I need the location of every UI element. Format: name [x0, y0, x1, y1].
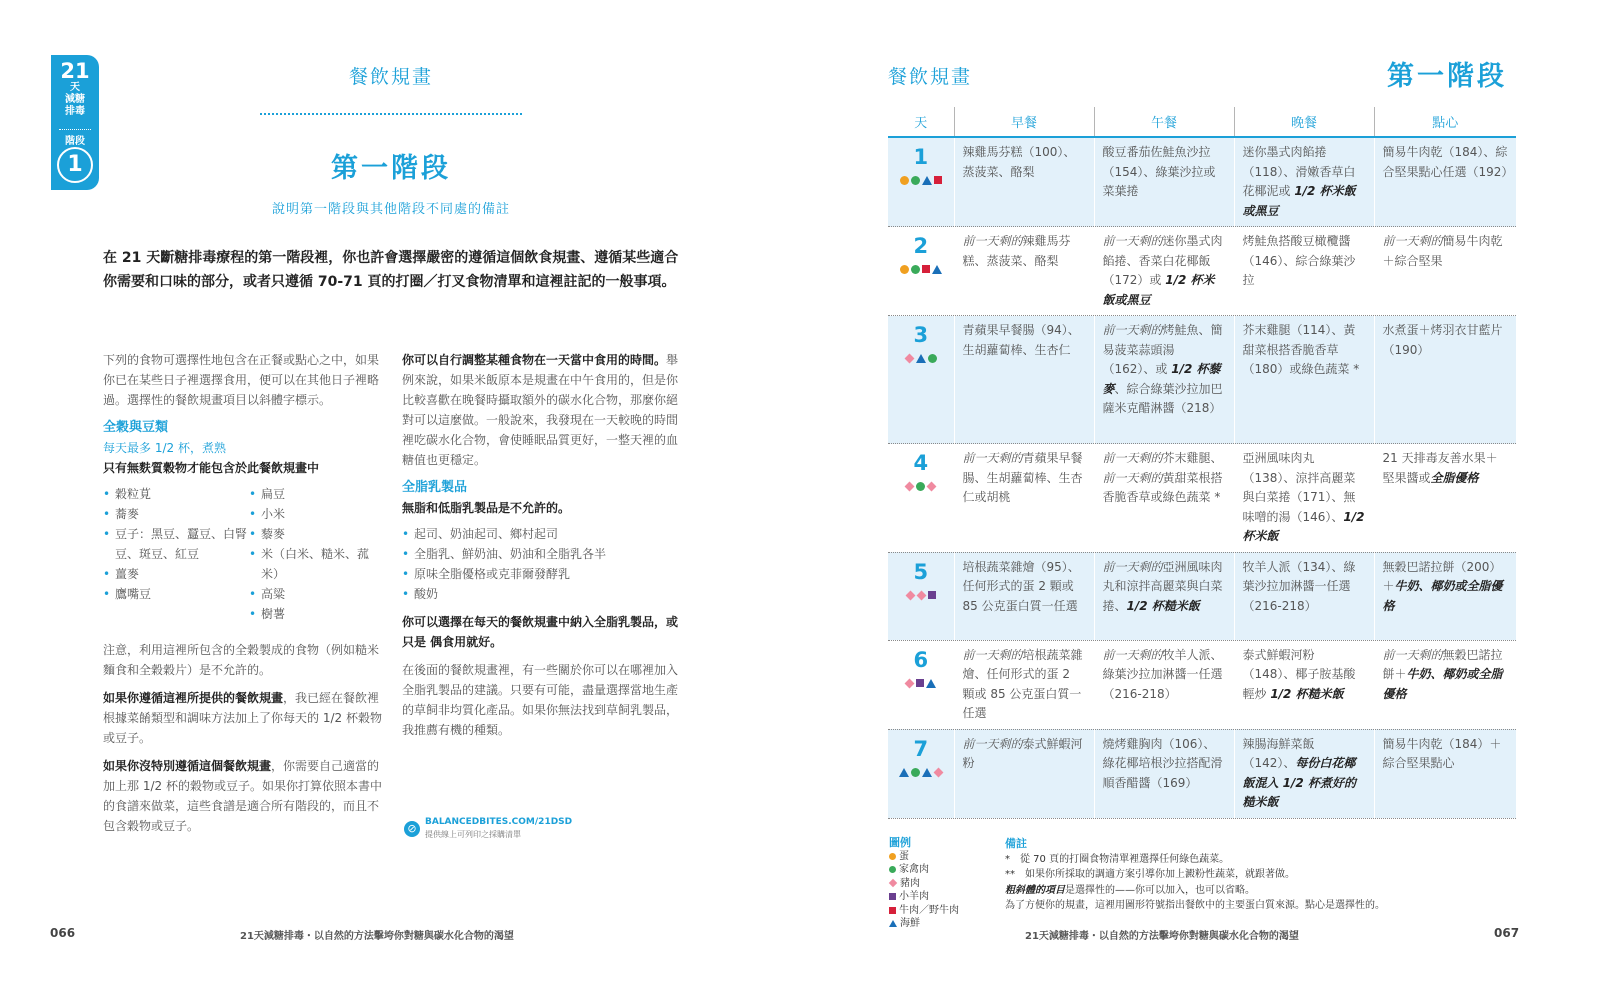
day-cell	[888, 316, 954, 444]
legend-item-beef	[889, 904, 999, 918]
cell-text: 泰式鮮蝦河粉（148）、椰子胺基酸輕炒	[1242, 647, 1356, 701]
cell-text: 牛奶、椰奶或全脂優格	[1382, 667, 1503, 701]
protein-shapes	[888, 591, 954, 600]
day-cell	[888, 729, 954, 818]
beef-square-icon	[889, 907, 896, 914]
note-1: * 從 70 頁的打圈食物清單裡選擇任何綠色蔬菜。	[1005, 853, 1230, 865]
table-row	[888, 227, 1516, 316]
cell-text: 水煮蛋＋烤羽衣甘藍片（190）	[1382, 323, 1503, 357]
lunch-cell	[1094, 316, 1234, 444]
list-item: • 酸奶	[402, 584, 684, 604]
breakfast-cell	[954, 137, 1094, 227]
table-row	[888, 640, 1516, 729]
dinner-cell	[1234, 316, 1374, 444]
cell-text: 亞洲風味肉丸（138）、涼拌高麗菜與白菜捲（171）、無味噌的湯（146）、	[1242, 451, 1356, 524]
day-cell	[888, 137, 954, 227]
meal-plan-table	[888, 107, 1516, 819]
breakfast-cell	[954, 444, 1094, 553]
lunch-cell	[1094, 137, 1234, 227]
list-item: • 扁豆	[249, 484, 385, 504]
follow-plan-text: ，我已經在餐飲裡根據菜餚類型和調味方法加上了你每天的 1/2 杯穀物或豆子。	[103, 691, 382, 745]
cell-text: 迷你墨式肉餡捲（118）、滑嫩香草白花椰泥或	[1242, 145, 1356, 198]
lamb-square-icon	[889, 893, 896, 900]
cell-text: 前一天剩的	[1102, 647, 1163, 662]
cell-text: 辣雞馬芬糕（100）、蒸菠菜、酪梨	[962, 145, 1076, 179]
table-row	[888, 729, 1516, 818]
day-number: 2	[913, 234, 929, 258]
cell-text: 前一天剩的	[962, 234, 1023, 248]
snack-cell	[1374, 729, 1516, 818]
cell-text: 辣雞馬芬糕、蒸菠菜、酪梨	[962, 234, 1071, 268]
egg-dot-icon	[900, 265, 909, 274]
cell-text: 青蘋果早餐腸、生胡蘿蔔棒、生杏仁或胡桃	[962, 451, 1083, 504]
grains-rule: 只有無麩質穀物才能包含於此餐飲規畫中	[103, 461, 320, 475]
table-row	[888, 552, 1516, 640]
dinner-cell	[1234, 227, 1374, 316]
table-row	[888, 444, 1516, 553]
list-item: • 高粱	[249, 584, 385, 604]
legend-label: 家禽肉	[899, 864, 929, 875]
note-2: ** 如果你所採取的調適方案引導你加上澱粉性蔬菜，就跟著做。	[1005, 869, 1295, 880]
egg-dot-icon	[900, 176, 909, 185]
dinner-cell	[1234, 552, 1374, 640]
note-3-text: 是選擇性的——你可以加入，也可以省略。	[1065, 884, 1255, 896]
cell-text: 酸豆番茄佐鮭魚沙拉（154）、綠葉沙拉或菜葉捲	[1102, 145, 1216, 198]
cell-text: 1/2 杯糙米飯	[1270, 686, 1344, 701]
not-follow-plan-paragraph	[103, 756, 385, 836]
protein-shapes	[888, 679, 954, 688]
poultry-dot-icon	[911, 265, 920, 274]
cell-text: 黃甜菜根搭香脆香草或綠色蔬菜 *	[1102, 470, 1223, 504]
list-item: • 小米	[249, 504, 385, 524]
dairy-list	[402, 524, 684, 604]
pork-diamond-icon	[927, 482, 937, 492]
cell-text: 每份白花椰飯混入 1/2 杯煮好的糙米飯	[1242, 756, 1356, 809]
beef-square-icon	[934, 176, 942, 184]
list-item: • 鷹嘴豆	[103, 584, 249, 604]
protein-shapes	[888, 176, 954, 185]
note-3	[1005, 883, 1445, 899]
dairy-suggestion-paragraph: 在後面的餐飲規畫裡，有一些關於你可以在哪裡加入全脂乳製品的建議。只要有可能，盡量選擇當地生產的草飼非均質化產品。如果你無法找到草飼乳製品，我推薦有機的種類。	[402, 663, 679, 737]
protein-shapes	[888, 768, 954, 777]
tab-divider	[59, 129, 91, 130]
cell-text: 簡易牛肉乾（184）＋綜合堅果點心	[1382, 736, 1502, 770]
col-snack: 點心	[1374, 107, 1516, 137]
poultry-dot-icon	[916, 482, 925, 491]
breakfast-cell	[954, 552, 1094, 640]
day-cell	[888, 640, 954, 729]
pork-diamond-icon	[904, 354, 914, 364]
legend-label: 牛肉／野牛肉	[899, 904, 959, 916]
breakfast-cell	[954, 316, 1094, 444]
grains-list	[103, 484, 385, 632]
balanced-bites-url[interactable]: BALANCEDBITES.COM/21DSD	[425, 817, 573, 827]
day-number: 3	[913, 323, 929, 347]
tab-phase-label: 階段	[65, 136, 85, 147]
lunch-cell	[1094, 552, 1234, 640]
cell-text: 培根蔬菜雜燴（95）、任何形式的蛋 2 顆或 85 公克蛋白質一任選	[962, 559, 1080, 613]
dairy-choice-paragraph	[402, 612, 684, 652]
snack-cell	[1374, 640, 1516, 729]
legend-label: 小羊肉	[899, 891, 929, 902]
right-header: 餐飲規畫	[888, 66, 973, 88]
legend-item-pork	[889, 877, 999, 891]
legend-item-seafood	[889, 917, 999, 931]
legend-label: 海鮮	[900, 918, 920, 929]
cell-text: 烤鮭魚、簡易菠菜蒜頭湯（162）、或	[1102, 323, 1223, 376]
right-column	[402, 350, 684, 748]
cell-text: 前一天剩的	[1102, 559, 1163, 574]
list-item: • 薑麥	[103, 564, 249, 584]
breakfast-cell	[954, 729, 1094, 818]
grains-heading: 全穀與豆類	[103, 420, 169, 435]
poultry-dot-icon	[911, 176, 920, 185]
list-item: • 蕎麥	[103, 504, 249, 524]
protein-shapes	[888, 354, 954, 363]
grains-list-right	[249, 484, 385, 624]
meal-plan-body	[888, 137, 1516, 818]
egg-dot-icon	[889, 853, 896, 860]
legend-title: 圖例	[889, 836, 911, 849]
legend	[889, 836, 999, 931]
cell-text: 簡易牛肉乾＋綜合堅果	[1382, 234, 1503, 268]
list-item: • 原味全脂優格或克菲爾發酵乳	[402, 564, 684, 584]
notes-title: 備註	[1005, 837, 1027, 850]
legend-item-poultry	[889, 863, 999, 877]
legend-label: 蛋	[899, 850, 909, 862]
pork-diamond-icon	[916, 590, 926, 600]
seafood-triangle-icon	[899, 768, 909, 777]
footer-left: 21天減糖排毒・以自然的方法擊垮你對糖與碳水化合物的渴望	[240, 931, 514, 942]
cell-text: 1/2 杯藜麥	[1102, 362, 1221, 396]
legend-label: 豬肉	[900, 877, 920, 889]
cell-text: 前一天剩的	[962, 736, 1023, 751]
list-item: • 全脂乳、鮮奶油、奶油和全脂乳各半	[402, 544, 684, 564]
list-item: • 豆子：黑豆、蠶豆、白腎豆、斑豆、紅豆	[103, 524, 249, 564]
list-item: • 樹薯	[249, 604, 385, 624]
tab-subtitle: 天 減糖 排毒	[65, 82, 85, 117]
col-breakfast: 早餐	[954, 107, 1094, 137]
seafood-triangle-icon	[922, 768, 932, 777]
snack-cell	[1374, 227, 1516, 316]
col-lunch: 午餐	[1094, 107, 1234, 137]
protein-shapes	[888, 482, 954, 491]
list-item: • 穀粒莧	[103, 484, 249, 504]
left-header: 餐飲規畫	[348, 66, 433, 88]
page-number-right: 067	[1494, 926, 1520, 940]
cell-text: 前一天剩的	[1102, 323, 1163, 337]
phase-tab	[51, 55, 99, 190]
not-follow-plan-bold: 如果你沒特別遵循這個餐飲規畫	[103, 759, 272, 773]
cell-text: 簡易牛肉乾（184）、綜合堅果點心任選（192）	[1382, 145, 1514, 179]
left-title: 第一階段	[331, 153, 451, 184]
cell-text: 1/2 杯米飯	[1242, 509, 1365, 543]
lunch-cell	[1094, 640, 1234, 729]
cell-text: 辣腸海鮮菜飯（142）、	[1242, 736, 1315, 770]
cell-text: 前一天剩的	[1102, 470, 1163, 485]
cell-text: 芥末雞腿（114）、黃甜菜根搭香脆香草（180）或綠色蔬菜 *	[1242, 323, 1360, 376]
day-cell	[888, 552, 954, 640]
cell-text: 前一天剩的	[962, 451, 1023, 465]
tab-days: 21	[60, 59, 90, 83]
day-cell	[888, 444, 954, 553]
cell-text: 前一天剩的	[1382, 647, 1443, 662]
snack-cell	[1374, 444, 1516, 553]
protein-shapes	[888, 265, 954, 274]
cell-text: 青蘋果早餐腸（94）、生胡蘿蔔棒、生杏仁	[962, 323, 1080, 357]
dinner-cell	[1234, 729, 1374, 818]
day-number: 5	[913, 559, 929, 584]
snack-cell	[1374, 316, 1516, 444]
cell-text: 培根蔬菜雜燴、任何形式的蛋 2 顆或 85 公克蛋白質一任選	[962, 647, 1083, 720]
dairy-rule: 無脂和低脂乳製品是不允許的。	[402, 501, 571, 515]
seafood-triangle-icon	[889, 920, 897, 927]
pork-diamond-icon	[933, 767, 943, 777]
follow-plan-bold: 如果你遵循這裡所提供的餐飲規畫	[103, 691, 284, 705]
cell-text: 亞洲風味肉丸和涼拌高麗菜與白菜捲、	[1102, 559, 1223, 613]
grains-subheading: 每天最多 1/2 杯，煮熟	[103, 441, 226, 455]
dinner-cell	[1234, 137, 1374, 227]
cell-text: 1/2 杯米飯或黑豆	[1242, 184, 1356, 218]
table-row	[888, 137, 1516, 227]
cell-text: 21 天排毒友善水果＋堅果醬或	[1382, 451, 1498, 485]
intro-paragraph: 在 21 天斷糖排毒療程的第一階段裡，你也許會選擇嚴密的遵循這個飲食規畫、遵循某些適合你需要和口味的部分，或者只遵循 70-71 頁的打圈／打叉食物清單和這裡註記的一般事項。	[103, 250, 679, 290]
follow-plan-paragraph	[103, 688, 385, 748]
lamb-square-icon	[928, 591, 936, 599]
grains-list-left	[103, 484, 249, 624]
list-item: • 藜麥	[249, 524, 385, 544]
cell-text: 、綜合綠葉沙拉加巴薩米克醋淋醬（218）	[1102, 381, 1223, 415]
seafood-triangle-icon	[916, 354, 926, 363]
lamb-square-icon	[916, 679, 924, 687]
dairy-choice-bold: 你可以選擇在每天的餐飲規畫中納入全脂乳製品，或只是 偶食用就好。	[402, 615, 679, 649]
dairy-heading: 全脂乳製品	[402, 480, 468, 495]
cell-text: 無穀巴諾拉餅＋	[1382, 647, 1503, 681]
lunch-cell	[1094, 729, 1234, 818]
cell-text: 前一天剩的	[1102, 234, 1163, 248]
cell-text: 泰式鮮蝦河粉	[962, 736, 1083, 770]
link-icon: ⊘	[404, 821, 420, 837]
cell-text: 前一天剩的	[1102, 451, 1163, 465]
day-number: 6	[913, 647, 929, 672]
footer-right: 21天減糖排毒・以自然的方法擊垮你對糖與碳水化合物的渴望	[1025, 931, 1299, 942]
header-divider	[260, 113, 522, 115]
seafood-triangle-icon	[922, 176, 932, 185]
optional-foods-paragraph: 下列的食物可選擇性地包含在正餐或點心之中，如果你已在某些日子裡選擇食用，便可以在其他日子裡略過。選擇性的餐飲規畫項目以斜體字標示。	[103, 353, 380, 407]
notes	[1005, 836, 1445, 914]
timing-bold: 你可以自行調整某種食物在一天當中食用的時間。	[402, 353, 667, 367]
cell-text: 全脂優格	[1430, 470, 1479, 485]
list-item: • 起司、奶油起司、鄉村起司	[402, 524, 684, 544]
day-number: 1	[913, 145, 929, 169]
note-4: 為了方便你的規畫，這裡用圖形符號指出餐飲中的主要蛋白質來源。點心是選擇性的。	[1005, 900, 1385, 911]
day-number: 4	[913, 451, 929, 475]
day-cell	[888, 227, 954, 316]
cell-text: 烤鮭魚搭酸豆橄欖醬（146）、綜合綠葉沙拉	[1242, 234, 1356, 287]
poultry-dot-icon	[911, 768, 920, 777]
left-subtitle: 說明第一階段與其他階段不同處的備註	[271, 202, 510, 217]
cell-text: 牧羊人派（134）、綠葉沙拉加淋醬一任選（216-218）	[1242, 559, 1356, 613]
beef-square-icon	[922, 265, 930, 273]
pork-diamond-icon	[905, 482, 915, 492]
breakfast-cell	[954, 640, 1094, 729]
pork-diamond-icon	[889, 879, 897, 887]
seafood-triangle-icon	[932, 265, 942, 274]
right-title: 第一階段	[1387, 61, 1507, 92]
cell-text: 芥末雞腿、	[1162, 451, 1223, 465]
cell-text: 牛奶、椰奶或全脂優格	[1382, 579, 1503, 613]
snack-cell	[1374, 137, 1516, 227]
not-follow-plan-text: ，你需要自己適當的加上那 1/2 杯的穀物或豆子。如果你打算依照本書中的食譜來做菜，這些食譜是適合所有階段的，而且不包含穀物或豆子。	[103, 759, 382, 833]
snack-cell	[1374, 552, 1516, 640]
col-day: 天	[888, 107, 954, 137]
cell-text: 前一天剩的	[1382, 234, 1443, 248]
seafood-triangle-icon	[926, 679, 936, 688]
cell-text: 燒烤雞胸肉（106）、綠花椰培根沙拉搭配滑順香醋醬（169）	[1102, 736, 1223, 790]
left-column	[103, 350, 385, 844]
day-number: 7	[913, 736, 929, 761]
dinner-cell	[1234, 640, 1374, 729]
whole-grain-note: 注意，利用這裡所包含的全穀製成的食物（例如糙米麵食和全穀穀片）是不允許的。	[103, 643, 380, 677]
table-header-row	[888, 107, 1516, 137]
timing-paragraph	[402, 350, 684, 470]
lunch-cell	[1094, 227, 1234, 316]
dinner-cell	[1234, 444, 1374, 553]
legend-item-lamb	[889, 890, 999, 904]
cell-text: 牧羊人派、綠葉沙拉加淋醬一任選（216-218）	[1102, 647, 1223, 701]
pork-diamond-icon	[905, 678, 915, 688]
timing-text: 舉例來說，如果米飯原本是規畫在中午食用的，但是你比較喜歡在晚餐時攝取額外的碳水化合物，那麼你絕對可以這麼做。一般說來，我發現在一天較晚的時間裡吃碳水化合物，會使睡眠品質更好，一整天裡的血糖值也更穩定。	[402, 353, 679, 467]
table-row	[888, 316, 1516, 444]
col-dinner: 晚餐	[1234, 107, 1374, 137]
cell-text: 無穀巴諾拉餅（200）＋	[1382, 559, 1502, 593]
page-number-left: 066	[50, 926, 76, 940]
pork-diamond-icon	[905, 590, 915, 600]
note-3-bold: 粗斜體的項目	[1005, 884, 1065, 896]
poultry-dot-icon	[928, 354, 937, 363]
breakfast-cell	[954, 227, 1094, 316]
cell-text: 1/2 杯糙米飯	[1126, 598, 1200, 613]
cell-text: 迷你墨式肉餡捲、香菜白花椰飯（172）或	[1102, 234, 1223, 287]
lunch-cell	[1094, 444, 1234, 553]
poultry-dot-icon	[889, 866, 896, 873]
list-item: • 米（白米、糙米、菰米）	[249, 544, 385, 584]
legend-item-egg	[889, 850, 999, 864]
tab-phase-number: 1	[57, 147, 93, 183]
cell-text: 1/2 杯米飯或黑豆	[1102, 273, 1215, 307]
cell-text: 前一天剩的	[962, 647, 1023, 662]
balanced-bites-caption: 提供線上可列印之採購清單	[425, 830, 521, 839]
